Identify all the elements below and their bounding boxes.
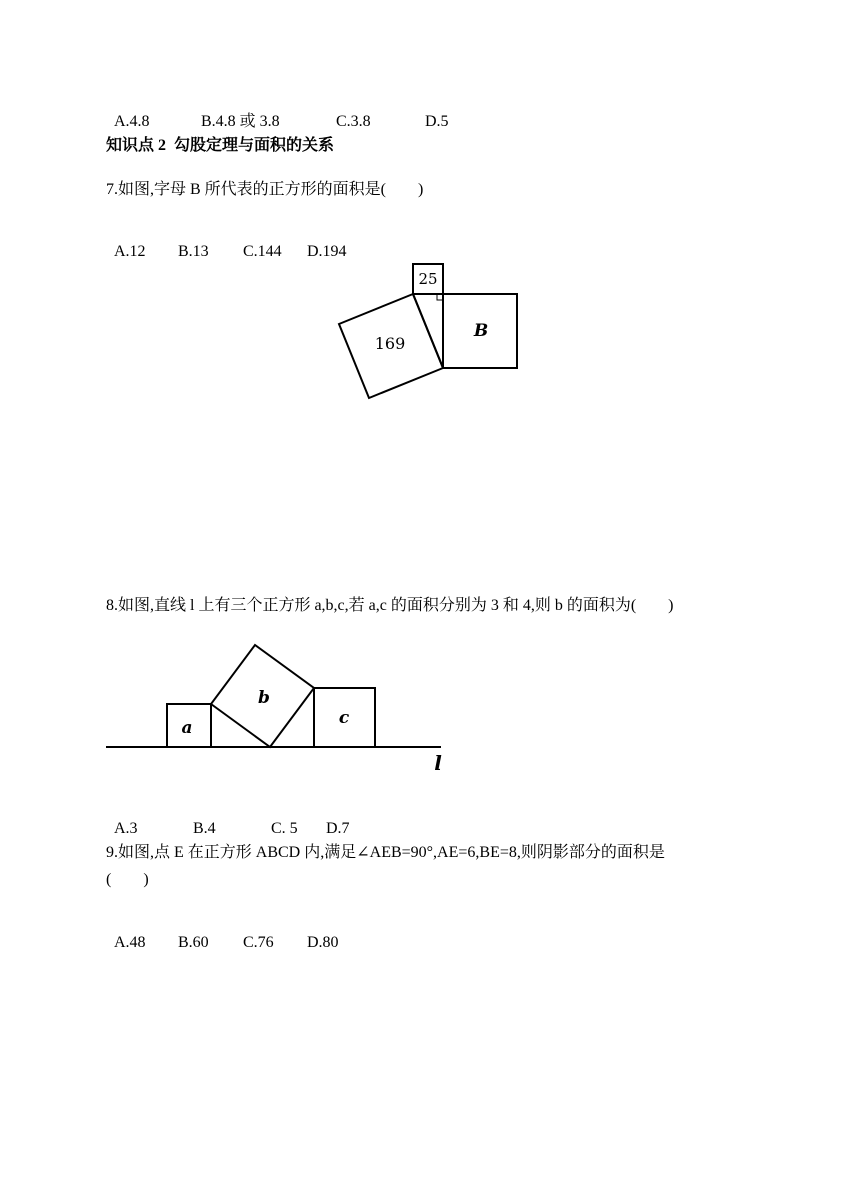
q8-label-c: c bbox=[338, 708, 350, 728]
q8-option-a[interactable]: A.3 bbox=[114, 820, 138, 837]
section-heading: 知识点 2 勾股定理与面积的关系 bbox=[106, 137, 335, 154]
q6-option-b[interactable]: B.4.8 或 3.8 bbox=[201, 113, 280, 130]
q6-option-a[interactable]: A.4.8 bbox=[114, 113, 150, 130]
q9-option-a[interactable]: A.48 bbox=[114, 934, 146, 951]
q9-stem-line1: 9.如图,点 E 在正方形 ABCD 内,满足∠AEB=90°,AE=6,BE=8,则阴影部分的面积是 bbox=[106, 844, 665, 861]
q8-stem: 8.如图,直线 l 上有三个正方形 a,b,c,若 a,c 的面积分别为 3 和 4,则 b 的面积为( ) bbox=[106, 597, 674, 614]
q9-option-d[interactable]: D.80 bbox=[307, 934, 339, 951]
q7-stem: 7.如图,字母 B 所代表的正方形的面积是( ) bbox=[106, 181, 424, 198]
q9-option-b[interactable]: B.60 bbox=[178, 934, 209, 951]
q8-label-l: l bbox=[434, 751, 442, 775]
q7-label-169: 169 bbox=[374, 334, 406, 353]
q7-option-b[interactable]: B.13 bbox=[178, 243, 209, 260]
q9-stem-line2: ( ) bbox=[106, 871, 149, 888]
q8-option-b[interactable]: B.4 bbox=[193, 820, 216, 837]
q7-option-a[interactable]: A.12 bbox=[114, 243, 146, 260]
q8-label-b: b bbox=[258, 688, 270, 708]
q6-option-d[interactable]: D.5 bbox=[425, 113, 449, 130]
q8-option-c[interactable]: C. 5 bbox=[271, 820, 298, 837]
q6-option-c[interactable]: C.3.8 bbox=[336, 113, 371, 130]
q7-option-d[interactable]: D.194 bbox=[307, 243, 347, 260]
q8-option-d[interactable]: D.7 bbox=[326, 820, 350, 837]
q7-label-25: 25 bbox=[418, 270, 438, 288]
q8-options bbox=[106, 799, 350, 839]
q9-option-c[interactable]: C.76 bbox=[243, 934, 274, 951]
q7-option-c[interactable]: C.144 bbox=[243, 243, 282, 260]
q7-label-b: B bbox=[473, 321, 489, 341]
q9-options bbox=[106, 913, 339, 953]
q8-label-a: a bbox=[181, 718, 193, 738]
